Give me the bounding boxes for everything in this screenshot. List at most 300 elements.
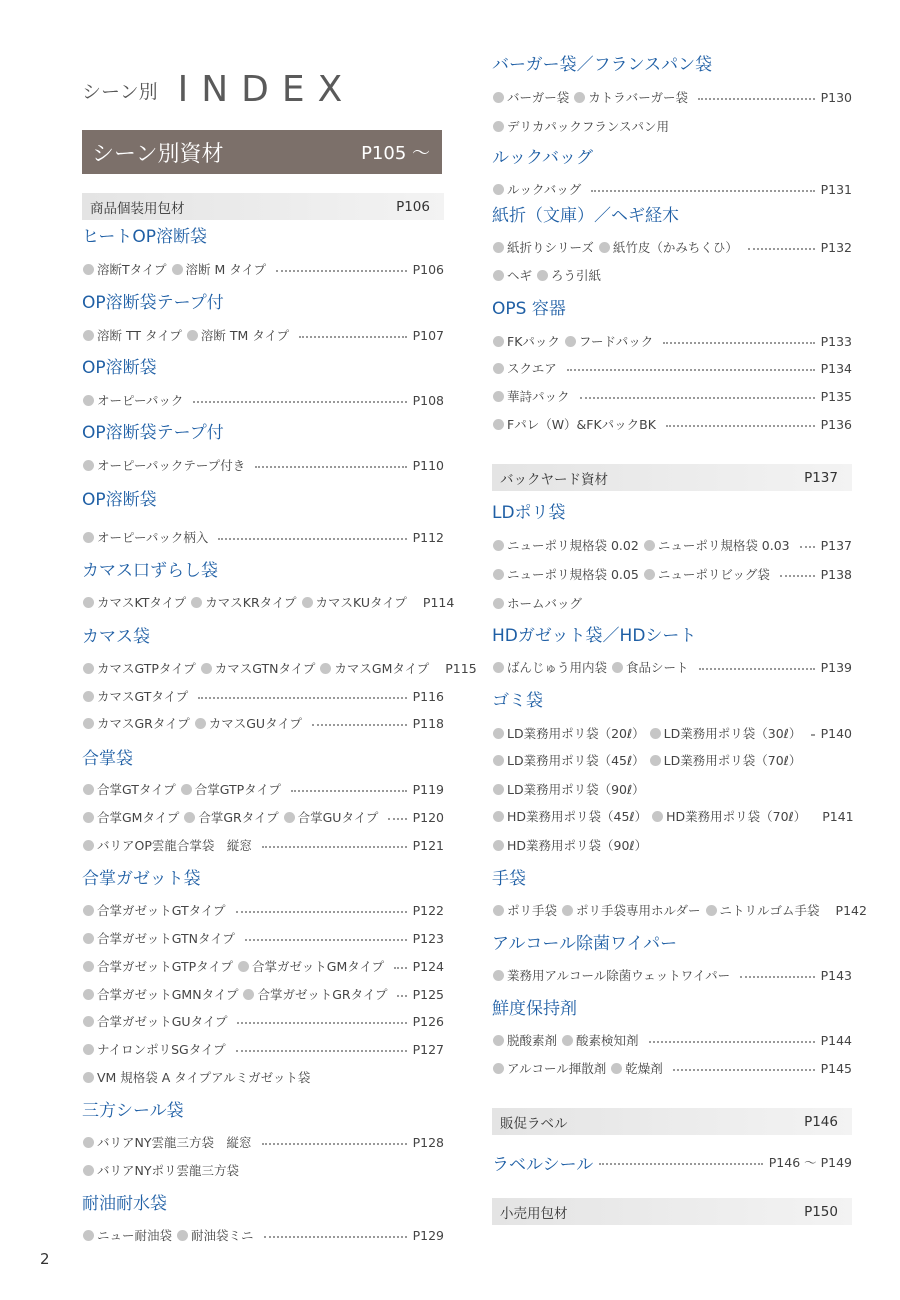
index-entry[interactable] (492, 751, 852, 769)
bullet-dot-icon (644, 569, 655, 580)
entry-item (643, 565, 770, 583)
index-entry[interactable] (492, 901, 867, 919)
entry-label: 華詩パック (507, 389, 570, 404)
index-entry[interactable] (82, 1040, 444, 1058)
dot-leader (198, 697, 406, 699)
bullet-dot-icon (493, 336, 504, 347)
section-heading: OP溶断袋テープ付 (82, 293, 224, 313)
category-name: 商品個装用包材 (90, 200, 185, 217)
entry-label: オーピーパック柄入 (97, 530, 209, 545)
entry-item (82, 1012, 227, 1030)
dot-leader (663, 342, 814, 344)
bullet-dot-icon (493, 905, 504, 916)
entry-label: 合掌ガゼットGRタイプ (257, 987, 388, 1002)
page-ref: P121 (412, 837, 444, 853)
bullet-dot-icon (493, 728, 504, 739)
entry-item (492, 238, 594, 256)
dot-leader (262, 1143, 407, 1145)
dot-leader (255, 466, 406, 468)
index-entry[interactable] (82, 687, 444, 705)
index-entry[interactable] (492, 536, 852, 554)
bullet-dot-icon (83, 1072, 94, 1083)
bullet-dot-icon (83, 663, 94, 674)
entry-item (492, 1059, 606, 1077)
bullet-dot-icon (83, 812, 94, 823)
entry-item (561, 901, 701, 919)
index-entry[interactable] (492, 966, 852, 984)
bullet-dot-icon (284, 812, 295, 823)
entry-label: 溶断 M タイプ (185, 262, 267, 277)
entry-item (190, 593, 296, 611)
bullet-dot-icon (493, 970, 504, 981)
entry-label: 紙竹皮（かみちくひ） (612, 240, 738, 255)
index-entry[interactable] (82, 260, 444, 278)
entry-item (492, 807, 647, 825)
bullet-dot-icon (493, 121, 504, 132)
page-ref: P140 (820, 725, 852, 741)
category-name: バックヤード資材 (500, 471, 608, 488)
entry-label: LD業務用ポリ袋（70ℓ） (663, 753, 802, 768)
bullet-dot-icon (83, 395, 94, 406)
entry-item (564, 332, 653, 350)
entry-item (492, 780, 645, 798)
entry-label: ルックバッグ (507, 182, 582, 197)
entry-item (283, 808, 379, 826)
index-entry[interactable] (82, 780, 444, 798)
entry-label: ニトリルゴム手袋 (719, 903, 820, 918)
title-sub: シーン別 (82, 81, 158, 103)
entry-item (82, 1068, 310, 1086)
page-ref: P135 (820, 388, 852, 404)
entry-label: カマスKRタイプ (205, 595, 297, 610)
page-ref: P120 (412, 809, 444, 825)
entry-item (82, 260, 167, 278)
bullet-dot-icon (493, 242, 504, 253)
entry-item (573, 88, 688, 106)
entry-label: 合掌GTPタイプ (194, 782, 282, 797)
index-entry[interactable] (82, 957, 444, 975)
entry-item (705, 901, 820, 919)
bullet-dot-icon (83, 1016, 94, 1027)
index-entry[interactable] (82, 593, 455, 611)
entry-label: アルコール揮散剤 (507, 1061, 607, 1076)
entry-item (649, 724, 802, 742)
entry-label: 合掌ガゼットGTPタイプ (97, 959, 234, 974)
bullet-dot-icon (493, 540, 504, 551)
entry-item (492, 901, 557, 919)
entry-label: ニューポリ規格袋 0.02 (507, 538, 639, 553)
entry-item (82, 593, 186, 611)
entry-item (82, 391, 183, 409)
bullet-dot-icon (83, 330, 94, 341)
page-ref: P132 (820, 239, 852, 255)
index-entry[interactable] (82, 714, 444, 732)
bullet-dot-icon (172, 264, 183, 275)
entry-item (186, 326, 289, 344)
entry-label: VM 規格袋 A タイプアルミガゼット袋 (97, 1070, 311, 1085)
index-entry[interactable] (492, 332, 852, 350)
index-entry[interactable] (82, 528, 444, 546)
bullet-dot-icon (493, 184, 504, 195)
entry-label: バリアNYポリ雲龍三方袋 (97, 1163, 239, 1178)
entry-item (492, 387, 570, 405)
index-entry[interactable] (492, 658, 852, 676)
entry-label: ニュー耐油袋 (97, 1228, 173, 1243)
index-entry[interactable] (492, 1059, 852, 1077)
banner-title: シーン別資材 (92, 141, 224, 167)
entry-label: バリアNY雲龍三方袋 縦窓 (97, 1135, 252, 1150)
bullet-dot-icon (320, 663, 331, 674)
page-ref: P114 (422, 594, 455, 610)
page-ref: P144 (820, 1032, 852, 1048)
dot-leader (811, 734, 814, 736)
entry-label: カマスGRタイプ (97, 716, 190, 731)
dot-leader (236, 911, 407, 913)
page-ref: P142 (835, 902, 867, 918)
index-entry[interactable] (82, 1068, 444, 1086)
dot-leader (649, 1041, 815, 1043)
category-bar[interactable] (492, 1108, 852, 1135)
dot-leader (394, 967, 406, 969)
page-ref: P123 (412, 930, 444, 946)
page-ref: P137 (820, 537, 852, 553)
page-ref: P129 (412, 1227, 444, 1243)
entry-item (492, 966, 730, 984)
bullet-dot-icon (83, 1137, 94, 1148)
index-entry[interactable] (492, 117, 852, 135)
entry-item (492, 658, 607, 676)
entry-item (492, 594, 582, 612)
section-heading: 鮮度保持剤 (492, 999, 577, 1019)
entry-label: HD業務用ポリ袋（90ℓ） (507, 838, 648, 853)
bullet-dot-icon (493, 363, 504, 374)
entry-item (82, 659, 196, 677)
entry-item (319, 659, 429, 677)
section-heading: バーガー袋／フランスパン袋 (492, 55, 713, 75)
entry-label: HD業務用ポリ袋（45ℓ） (507, 809, 648, 824)
page-ref: P133 (820, 333, 852, 349)
page-ref: P116 (412, 688, 444, 704)
bullet-dot-icon (83, 718, 94, 729)
entry-label: バリアOP雲龍合掌袋 縦窓 (97, 838, 252, 853)
entry-item (82, 985, 238, 1003)
entry-label: 酸素検知剤 (576, 1033, 639, 1048)
dot-leader (580, 397, 815, 399)
entry-item (649, 751, 802, 769)
index-entry[interactable] (82, 1012, 444, 1030)
category-page: P106 (396, 198, 430, 215)
entry-label: 食品シート (626, 660, 689, 675)
index-entry[interactable] (492, 266, 852, 284)
entry-label: LD業務用ポリ袋（20ℓ） (507, 726, 645, 741)
bullet-dot-icon (83, 989, 94, 1000)
index-entry[interactable] (492, 1031, 852, 1049)
entry-label: カマスGTタイプ (97, 689, 189, 704)
entry-item (82, 326, 182, 344)
bullet-dot-icon (83, 1230, 94, 1241)
bullet-dot-icon (493, 569, 504, 580)
bullet-dot-icon (181, 784, 192, 795)
dot-leader (780, 575, 815, 577)
category-page: P146 (804, 1113, 838, 1130)
dot-leader (264, 1236, 407, 1238)
index-entry[interactable] (492, 594, 852, 612)
dot-leader (291, 790, 407, 792)
entry-item (492, 536, 639, 554)
entry-label: フードパック (578, 334, 654, 349)
entry-label: カマスGUタイプ (208, 716, 302, 731)
entry-label: FKパック (507, 334, 560, 349)
category-bar[interactable] (492, 1198, 852, 1225)
section-heading: アルコール除菌ワイパー (492, 934, 678, 954)
entry-item (492, 1031, 557, 1049)
entry-item (492, 751, 645, 769)
category-bar[interactable] (492, 464, 852, 491)
entry-label: ヘギ (507, 268, 533, 283)
dot-leader (698, 98, 815, 100)
section-heading: OP溶断袋テープ付 (82, 423, 224, 443)
dot-leader (276, 270, 406, 272)
entry-item (82, 901, 226, 919)
entry-label: ニューポリ規格袋 0.05 (507, 567, 639, 582)
dot-leader (388, 818, 406, 820)
dot-leader (666, 425, 815, 427)
page-ref: P134 (820, 360, 852, 376)
section-heading: 三方シール袋 (82, 1101, 184, 1121)
entry-item (492, 415, 656, 433)
entry-item (82, 808, 179, 826)
page-ref: P130 (820, 89, 852, 105)
entry-label: 合掌ガゼットGTNタイプ (97, 931, 235, 946)
bullet-dot-icon (493, 784, 504, 795)
page-ref: P138 (820, 566, 852, 582)
page-ref: P107 (412, 327, 444, 343)
entry-item (82, 456, 245, 474)
page-ref: P146 ～ P149 (768, 1155, 852, 1170)
entry-label: カマスGTPタイプ (97, 661, 196, 676)
entry-label: 合掌ガゼットGMタイプ (252, 959, 385, 974)
bullet-dot-icon (493, 662, 504, 673)
entry-label: 耐油袋ミニ (191, 1228, 254, 1243)
entry-item (171, 260, 267, 278)
dot-leader (699, 668, 815, 670)
section-heading: OP溶断袋 (82, 490, 157, 510)
bullet-dot-icon (493, 755, 504, 766)
entry-item (176, 1226, 254, 1244)
entry-item (492, 359, 557, 377)
dot-leader (591, 190, 814, 192)
dot-leader (245, 939, 407, 941)
bullet-dot-icon (493, 811, 504, 822)
entry-label: LD業務用ポリ袋（90ℓ） (507, 782, 645, 797)
index-entry[interactable] (492, 565, 852, 583)
entry-label: カマスGTNタイプ (214, 661, 316, 676)
bullet-dot-icon (83, 961, 94, 972)
index-entry[interactable] (82, 901, 444, 919)
entry-label: ニューポリビッグ袋 (657, 567, 770, 582)
bullet-dot-icon (302, 597, 313, 608)
index-entry[interactable] (492, 238, 852, 256)
entry-label: 溶断 TT タイプ (97, 328, 182, 343)
dot-leader (599, 1163, 763, 1165)
page-ref: P143 (820, 967, 852, 983)
index-entry[interactable] (82, 808, 444, 826)
entry-item (242, 985, 387, 1003)
index-entry[interactable] (492, 415, 852, 433)
entry-item (82, 687, 188, 705)
entry-label: カマスKUタイプ (315, 595, 407, 610)
bullet-dot-icon (493, 840, 504, 851)
page-ref: P131 (820, 181, 852, 197)
category-page: P137 (804, 469, 838, 486)
entry-label: 合掌GTタイプ (97, 782, 176, 797)
entry-label: 業務用アルコール除菌ウェットワイパー (507, 968, 731, 983)
index-entry[interactable] (492, 180, 852, 198)
dot-leader (237, 1022, 406, 1024)
index-entry[interactable] (82, 1133, 444, 1151)
section-heading: HDガゼット袋／HDシート (492, 626, 697, 646)
title-main: INDEX (177, 69, 356, 110)
bullet-dot-icon (493, 1035, 504, 1046)
bullet-dot-icon (599, 242, 610, 253)
index-entry[interactable] (492, 836, 852, 854)
bullet-dot-icon (493, 92, 504, 103)
entry-item (536, 266, 601, 284)
entry-label: ろう引紙 (551, 268, 602, 283)
bullet-dot-icon (493, 391, 504, 402)
scene-materials-banner[interactable] (82, 130, 442, 174)
page-ref: P126 (412, 1013, 444, 1029)
section-heading: ゴミ袋 (492, 691, 543, 711)
bullet-dot-icon (537, 270, 548, 281)
entry-item (561, 1031, 639, 1049)
entry-label: 合掌GUタイプ (297, 810, 379, 825)
entry-label: ニューポリ規格袋 0.03 (657, 538, 790, 553)
index-entry[interactable] (82, 456, 444, 474)
label-seal-entry[interactable] (492, 1150, 852, 1174)
page-ref: P127 (412, 1041, 444, 1057)
entry-label: Fパレ（W）&FKパックBK (507, 417, 656, 432)
dot-leader (299, 336, 406, 338)
bullet-dot-icon (493, 1063, 504, 1074)
entry-label: ナイロンポリSGタイプ (97, 1042, 226, 1057)
index-entry[interactable] (492, 359, 852, 377)
index-entry[interactable] (492, 724, 852, 742)
dot-leader (748, 248, 815, 250)
index-entry[interactable] (82, 326, 444, 344)
entry-label: 溶断Tタイプ (97, 262, 167, 277)
dot-leader (673, 1069, 815, 1071)
index-entry[interactable] (492, 807, 852, 825)
entry-label: カマスGMタイプ (334, 661, 430, 676)
entry-item (492, 266, 532, 284)
index-entry[interactable] (492, 387, 852, 405)
entry-item (492, 332, 560, 350)
section-heading: ヒートOP溶断袋 (82, 227, 207, 247)
index-entry[interactable] (82, 929, 444, 947)
index-entry[interactable] (82, 836, 444, 854)
bullet-dot-icon (83, 784, 94, 795)
bullet-dot-icon (652, 811, 663, 822)
entry-item (598, 238, 738, 256)
bullet-dot-icon (644, 540, 655, 551)
entry-label: デリカパックフランスパン用 (507, 119, 670, 134)
index-entry[interactable] (492, 88, 852, 106)
entry-label: カマスKTタイプ (97, 595, 187, 610)
entry-label: オーピーパック (97, 393, 184, 408)
entry-label: 乾燥剤 (625, 1061, 663, 1076)
entry-label: カトラバーガー袋 (588, 90, 689, 105)
bullet-dot-icon (83, 1165, 94, 1176)
category-name: 小売用包材 (500, 1205, 568, 1222)
entry-label: LD業務用ポリ袋（45ℓ） (507, 753, 645, 768)
entry-item (82, 1133, 252, 1151)
section-heading: OPS 容器 (492, 299, 566, 319)
section-heading: カマス袋 (82, 627, 150, 647)
entry-item (82, 957, 233, 975)
index-entry[interactable] (492, 780, 852, 798)
page-ref: P115 (445, 660, 477, 676)
bullet-dot-icon (612, 662, 623, 673)
dot-leader (236, 1050, 407, 1052)
category-bar[interactable] (82, 193, 444, 220)
entry-item (651, 807, 806, 825)
dot-leader (740, 976, 814, 978)
bullet-dot-icon (650, 755, 661, 766)
index-entry[interactable] (82, 1226, 444, 1244)
entry-item (194, 714, 302, 732)
section-heading: ルックバッグ (492, 148, 593, 168)
entry-label: バーガー袋 (507, 90, 570, 105)
entry-item (82, 780, 176, 798)
dot-leader (312, 724, 407, 726)
bullet-dot-icon (83, 1044, 94, 1055)
bullet-dot-icon (493, 270, 504, 281)
section-heading: 紙折（文庫）／ヘギ経木 (492, 206, 679, 226)
dot-leader (800, 546, 815, 548)
dot-leader (397, 995, 406, 997)
page-ref: P125 (412, 986, 444, 1002)
index-entry[interactable] (82, 985, 444, 1003)
bullet-dot-icon (565, 336, 576, 347)
bullet-dot-icon (83, 905, 94, 916)
index-entry[interactable] (82, 659, 477, 677)
entry-item (492, 88, 569, 106)
page-ref: P136 (820, 416, 852, 432)
entry-label: ポリ手袋 (507, 903, 558, 918)
entry-item (82, 1226, 172, 1244)
entry-item (200, 659, 316, 677)
index-entry[interactable] (82, 391, 444, 409)
bullet-dot-icon (611, 1063, 622, 1074)
entry-item (492, 117, 669, 135)
entry-item (492, 836, 647, 854)
entry-item (82, 836, 252, 854)
entry-item (183, 808, 278, 826)
bullet-dot-icon (83, 532, 94, 543)
page-ref: P106 (412, 261, 444, 277)
bullet-dot-icon (83, 264, 94, 275)
page-ref: P118 (412, 715, 444, 731)
bullet-dot-icon (562, 1035, 573, 1046)
bullet-dot-icon (493, 598, 504, 609)
entry-item (492, 180, 581, 198)
bullet-dot-icon (238, 961, 249, 972)
index-entry[interactable] (82, 1161, 444, 1179)
entry-item (611, 658, 689, 676)
entry-item (643, 536, 790, 554)
bullet-dot-icon (83, 691, 94, 702)
